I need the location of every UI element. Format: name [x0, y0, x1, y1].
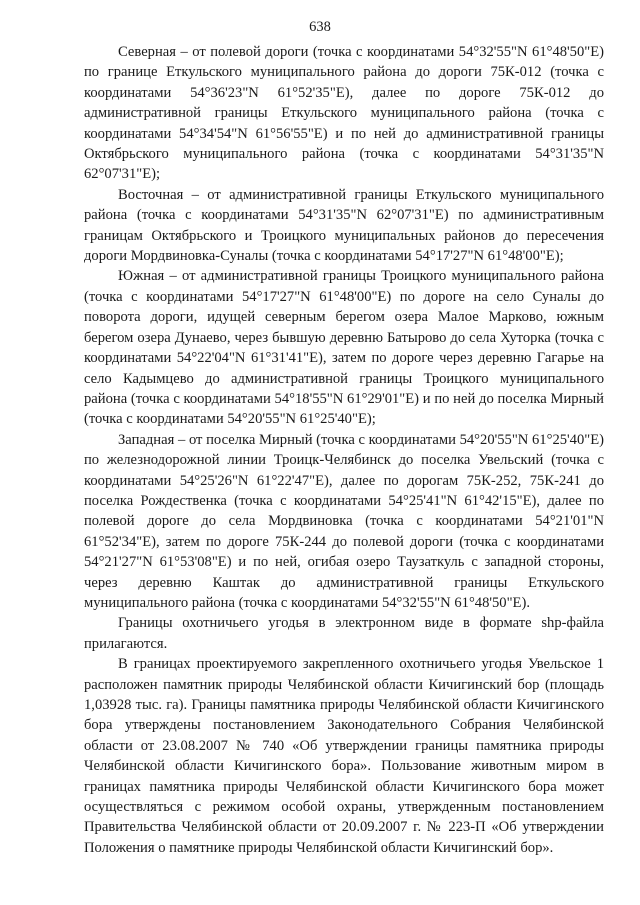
page-number: 638 [309, 19, 331, 35]
document-body [84, 42, 604, 858]
paragraph-north-boundary: Северная – от полевой дороги (точка с координатами 54°32'55"N 61°48'50"E) по границе Еткульского муниципального района до дороги 75К-012 (точка с координатами 54°36'23"N 61°52'35"E), далее по дороге 75К-012 до административной границы Еткульского муниципального района (точка с координатами 54°34'54"N 61°56'55"E) и по ней до административной границы Октябрьского муниципального района (точка с координатами 54°31'35"N 62°07'31"E); [84, 44, 604, 183]
paragraph-south-boundary: Южная – от административной границы Троицкого муниципального района (точка с координатами 54°17'27"N 61°48'00"E) по дороге на село Суналы до поворота дороги, идущей северным берегом озера Малое Марково, южным берегом озера Дунаево, через бывшую деревню Батырово до села Хуторка (точка с координатами 54°22'04"N 61°31'41"E), затем по дороге через деревню Гагарье на село Кадымцево до административной границы Троицкого муниципального района (точка с координатами 54°18'55"N 61°29'01"E) и по ней до поселка Мирный (точка с координатами 54°20'55"N 61°25'40"E); [84, 268, 604, 428]
paragraph-shp-files: Границы охотничьего угодья в электронном виде в формате shp-файла прилагаются. [84, 615, 604, 652]
paragraph-east-boundary: Восточная – от административной границы Еткульского муниципального района (точка с координатами 54°31'35"N 62°07'31"E) по административным границам Октябрьского и Троицкого муниципальных районов до пересечения дороги Мордвиновка-Суналы (точка с координатами 54°17'27"N 61°48'00"E); [84, 186, 604, 265]
paragraph-west-boundary: Западная – от поселка Мирный (точка с координатами 54°20'55"N 61°25'40"E) по железнодорожной линии Троицк-Челябинск до поселка Увельский (точка с координатами 54°25'26"N 61°22'47"E), далее по дорогам 75К-252, 75К-241 до поселка Рождественка (точка с координатами 54°25'41"N 61°42'15"E), далее по полевой дороге до села Мордвиновка (точка с координатами 54°21'01"N 61°52'34"E), затем по дороге 75К-244 до полевой дороги (точка с координатами 54°21'27"N 61°53'08"E) и по ней, огибая озеро Таузаткуль с западной стороны, через деревню Каштак до административной границы Еткульского муниципального района (точка с координатами 54°32'55"N 61°48'50"E). [84, 431, 604, 611]
paragraph-nature-monument: В границах проектируемого закрепленного охотничьего угодья Увельское 1 расположен памятник природы Челябинской области Кичигинский бор (площадь 1,03928 тыс. га). Границы памятника природы Челябинской области Кичигинского бора утверждены постановлением Законодательного Собрания Челябинской области от 23.08.2007 № 740 «Об утверждении границы памятника природы Челябинской области Кичигинского бора». Пользование животным миром в границах памятника природы Челябинской области Кичигинского бора может осуществляться с режимом особой охраны, утвержденным постановлением Правительства Челябинской области от 20.09.2007 г. № 223-П «Об утверждении Положения о памятнике природы Челябинской области Кичигинский бор». [84, 656, 604, 856]
